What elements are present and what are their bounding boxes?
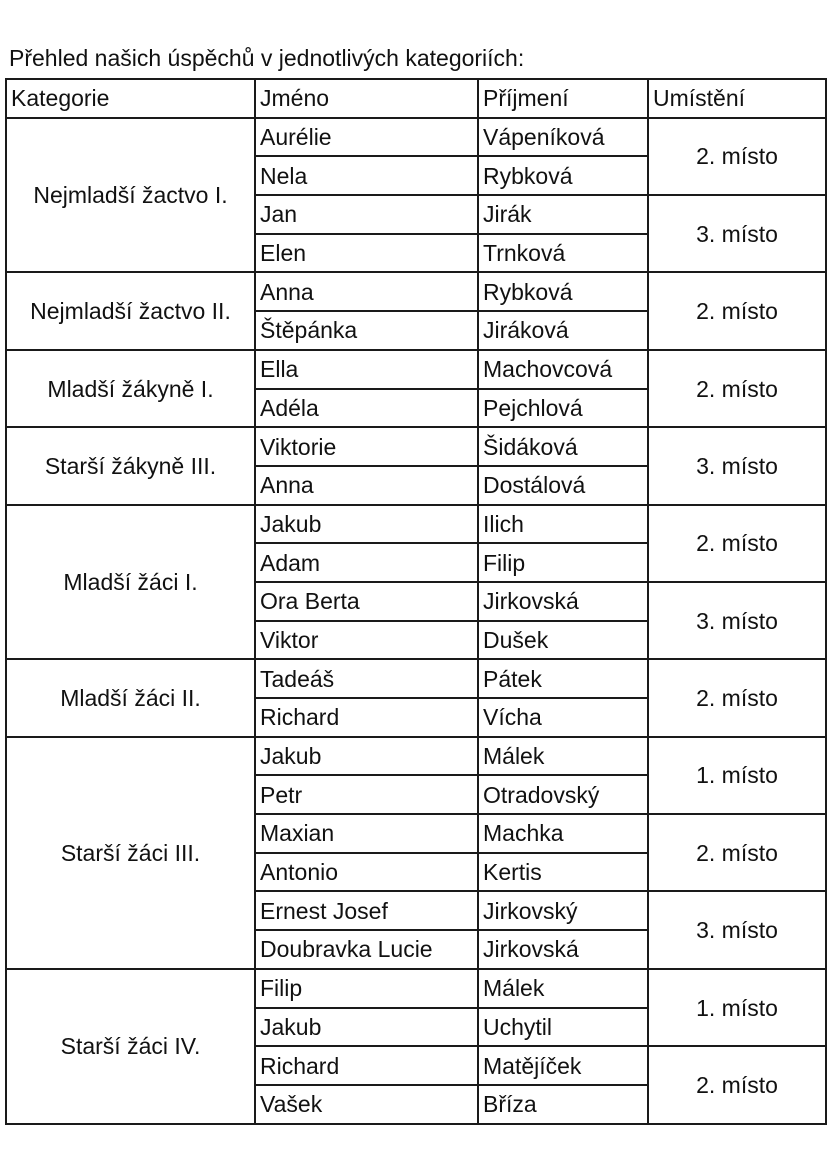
header-surname: Příjmení (478, 79, 648, 118)
surname-cell: Pejchlová (478, 389, 648, 428)
first-name-cell: Jakub (255, 737, 478, 776)
first-name-cell: Adam (255, 543, 478, 582)
category-cell: Starší žáci III. (6, 737, 255, 969)
surname-cell: Jirák (478, 195, 648, 234)
placement-cell: 3. místo (648, 891, 826, 968)
surname-cell: Machka (478, 814, 648, 853)
table-row (6, 505, 826, 544)
category-cell: Mladší žákyně I. (6, 350, 255, 427)
header-first-name: Jméno (255, 79, 478, 118)
placement-cell: 3. místo (648, 195, 826, 272)
placement-cell: 2. místo (648, 350, 826, 427)
placement-cell: 3. místo (648, 427, 826, 504)
category-cell: Mladší žáci II. (6, 659, 255, 736)
surname-cell: Málek (478, 737, 648, 776)
surname-cell: Dostálová (478, 466, 648, 505)
page-title: Přehled našich úspěchů v jednotlivých kategoriích: (9, 45, 525, 71)
results-table (5, 78, 827, 1125)
surname-cell: Málek (478, 969, 648, 1008)
category-cell: Starší žákyně III. (6, 427, 255, 504)
first-name-cell: Jakub (255, 505, 478, 544)
surname-cell: Jiráková (478, 311, 648, 350)
category-cell: Nejmladší žactvo II. (6, 272, 255, 349)
surname-cell: Ilich (478, 505, 648, 544)
table-row (6, 659, 826, 698)
header-row (6, 79, 826, 118)
first-name-cell: Elen (255, 234, 478, 273)
first-name-cell: Tadeáš (255, 659, 478, 698)
placement-cell: 3. místo (648, 582, 826, 659)
placement-cell: 2. místo (648, 814, 826, 891)
surname-cell: Kertis (478, 853, 648, 892)
first-name-cell: Viktor (255, 621, 478, 660)
first-name-cell: Richard (255, 1046, 478, 1085)
first-name-cell: Ernest Josef (255, 891, 478, 930)
first-name-cell: Antonio (255, 853, 478, 892)
category-cell: Starší žáci IV. (6, 969, 255, 1124)
category-cell: Mladší žáci I. (6, 505, 255, 660)
surname-cell: Dušek (478, 621, 648, 660)
results-body (6, 118, 826, 1124)
placement-cell: 2. místo (648, 118, 826, 195)
surname-cell: Rybková (478, 156, 648, 195)
surname-cell: Trnková (478, 234, 648, 273)
surname-cell: Jirkovský (478, 891, 648, 930)
surname-cell: Pátek (478, 659, 648, 698)
table-row (6, 350, 826, 389)
first-name-cell: Jakub (255, 1008, 478, 1047)
placement-cell: 2. místo (648, 272, 826, 349)
placement-cell: 2. místo (648, 659, 826, 736)
first-name-cell: Maxian (255, 814, 478, 853)
surname-cell: Filip (478, 543, 648, 582)
first-name-cell: Ella (255, 350, 478, 389)
header-category: Kategorie (6, 79, 255, 118)
first-name-cell: Anna (255, 272, 478, 311)
first-name-cell: Anna (255, 466, 478, 505)
first-name-cell: Adéla (255, 389, 478, 428)
surname-cell: Jirkovská (478, 930, 648, 969)
first-name-cell: Viktorie (255, 427, 478, 466)
table-row (6, 427, 826, 466)
first-name-cell: Petr (255, 775, 478, 814)
first-name-cell: Štěpánka (255, 311, 478, 350)
surname-cell: Machovcová (478, 350, 648, 389)
surname-cell: Vícha (478, 698, 648, 737)
table-row (6, 969, 826, 1008)
category-cell: Nejmladší žactvo I. (6, 118, 255, 273)
surname-cell: Vápeníková (478, 118, 648, 157)
header-placement: Umístění (648, 79, 826, 118)
surname-cell: Uchytil (478, 1008, 648, 1047)
placement-cell: 2. místo (648, 1046, 826, 1123)
first-name-cell: Filip (255, 969, 478, 1008)
table-row (6, 737, 826, 776)
surname-cell: Bříza (478, 1085, 648, 1124)
first-name-cell: Vašek (255, 1085, 478, 1124)
first-name-cell: Ora Berta (255, 582, 478, 621)
surname-cell: Rybková (478, 272, 648, 311)
first-name-cell: Nela (255, 156, 478, 195)
first-name-cell: Richard (255, 698, 478, 737)
surname-cell: Šidáková (478, 427, 648, 466)
table-row (6, 118, 826, 157)
first-name-cell: Jan (255, 195, 478, 234)
first-name-cell: Aurélie (255, 118, 478, 157)
surname-cell: Jirkovská (478, 582, 648, 621)
placement-cell: 2. místo (648, 505, 826, 582)
surname-cell: Matějíček (478, 1046, 648, 1085)
placement-cell: 1. místo (648, 969, 826, 1046)
first-name-cell: Doubravka Lucie (255, 930, 478, 969)
placement-cell: 1. místo (648, 737, 826, 814)
surname-cell: Otradovský (478, 775, 648, 814)
table-row (6, 272, 826, 311)
